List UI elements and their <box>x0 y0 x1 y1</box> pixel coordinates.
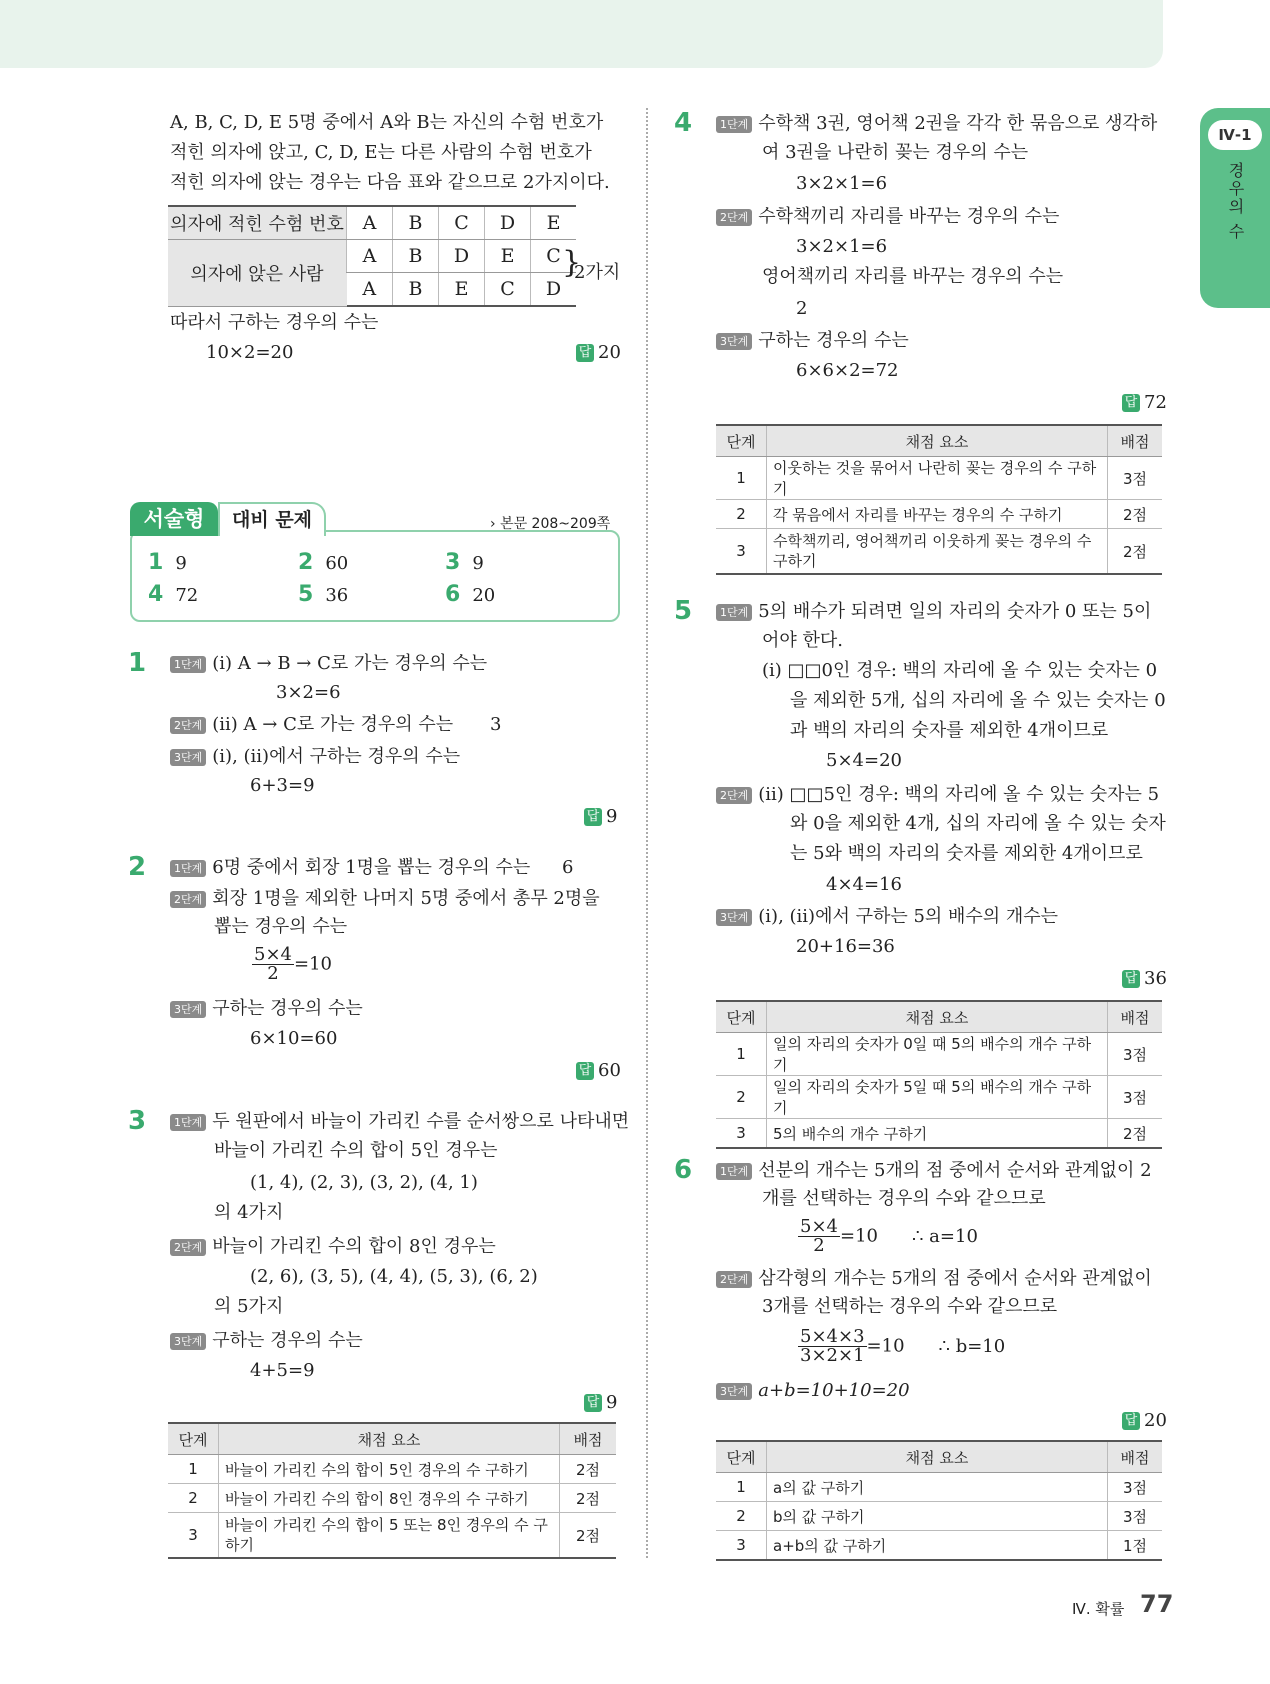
p1-line: 3단계 (ⅰ), (ⅱ)에서 구하는 경우의 수는 <box>170 746 460 768</box>
p5-line: (ⅰ) □□0인 경우: 백의 자리에 올 수 있는 숫자는 0 <box>762 660 1158 681</box>
p5-line: 20+16=36 <box>796 936 895 957</box>
p2-line: 뽑는 경우의 수는 <box>214 916 348 937</box>
p5-line: 1단계 5의 배수가 되려면 일의 자리의 숫자가 0 또는 5이 <box>716 601 1151 623</box>
p3-line: 3단계 구하는 경우의 수는 <box>170 1330 363 1352</box>
header-step: 단계 <box>168 1423 219 1455</box>
p5-score-table <box>716 1000 1162 1149</box>
brace-glyph: } <box>562 245 582 280</box>
p4-line: 3×2×1=6 <box>796 173 888 194</box>
header-score: 배점 <box>1108 425 1163 457</box>
p2-line: 3단계 구하는 경우의 수는 <box>170 998 363 1020</box>
table-row: 1 바늘이 가리킨 수의 합이 5인 경우의 수 구하기 2점 <box>168 1455 616 1484</box>
essay-item: 1 9 <box>148 550 187 575</box>
header-step: 단계 <box>716 425 767 457</box>
p1-answer: 답 9 <box>584 806 617 827</box>
seat-header-cell: B <box>393 206 439 240</box>
p5-line: 과 백의 자리의 숫자를 제외한 4개이므로 <box>790 720 1109 741</box>
p3-line: 2단계 바늘이 가리킨 수의 합이 8인 경우는 <box>170 1236 496 1258</box>
p6-fraction-2: $\frac{5\times 4\times 3}{3\times 2\times 1}$ =10 ∴ b=10 <box>800 1326 1006 1366</box>
p6-line: 2단계 삼각형의 개수는 5개의 점 중에서 순서와 관계없이 <box>716 1268 1152 1290</box>
seat-cell: D <box>531 273 577 307</box>
p3-answer: 답 9 <box>584 1392 617 1413</box>
intro-calc: 10×2=20 <box>206 342 294 363</box>
p2-line: 2단계 회장 1명을 제외한 나머지 5명 중에서 총무 2명을 <box>170 888 600 910</box>
seat-header-label: 의자에 적힌 수험 번호 <box>168 206 347 240</box>
problem-number: 4 <box>674 108 693 138</box>
p6-line: 3단계 a+b=10+10=20 <box>716 1380 910 1402</box>
intro-conclusion: 따라서 구하는 경우의 수는 <box>170 312 379 333</box>
header-score: 배점 <box>560 1423 617 1455</box>
problem-number: 2 <box>128 852 147 882</box>
answer-icon: 답 <box>584 1394 602 1412</box>
essay-title: 서술형 <box>130 502 218 536</box>
seat-header-cell: A <box>347 206 393 240</box>
p1-line: 2단계 (ⅱ) A → C로 가는 경우의 수는 <box>170 714 453 736</box>
seat-cell: D <box>439 240 485 273</box>
page-number: 77 <box>1140 1590 1174 1618</box>
table-row: 1 a의 값 구하기 3점 <box>716 1473 1162 1502</box>
table-row: 3 수학책끼리, 영어책끼리 이웃하게 꽂는 경우의 수 구하기 2점 <box>716 529 1162 575</box>
seat-cell: E <box>439 273 485 307</box>
p6-score-table <box>716 1440 1162 1561</box>
header-element: 채점 요소 <box>767 1001 1108 1033</box>
intro-line-2: 적힌 의자에 앉고, C, D, E는 다른 사람의 수험 번호가 <box>170 142 592 163</box>
intro-line-3: 적힌 의자에 앉는 경우는 다음 표와 같으므로 2가지이다. <box>170 172 610 193</box>
seat-cell: A <box>347 240 393 273</box>
p4-line: 2단계 수학책끼리 자리를 바꾸는 경우의 수는 <box>716 206 1059 228</box>
column-divider <box>646 108 648 1558</box>
p5-answer: 답 36 <box>1122 968 1167 989</box>
table-row: 3 a+b의 값 구하기 1점 <box>716 1531 1162 1561</box>
p3-line: 의 5가지 <box>214 1296 284 1317</box>
seat-cell: B <box>393 273 439 307</box>
essay-item: 2 60 <box>298 550 349 575</box>
p2-answer: 답 60 <box>576 1060 621 1081</box>
answer-icon: 답 <box>584 808 602 826</box>
intro-answer: 답 20 <box>576 342 621 363</box>
chapter-code: Ⅳ-1 <box>1208 120 1262 150</box>
essay-item: 3 9 <box>445 550 484 575</box>
p4-answer: 답 72 <box>1122 392 1167 413</box>
table-row: 2 각 묶음에서 자리를 바꾸는 경우의 수 구하기 2점 <box>716 500 1162 529</box>
top-band <box>0 0 1163 68</box>
p4-line: 3단계 구하는 경우의 수는 <box>716 330 909 352</box>
p6-fraction-1: $\frac{5\times 4}{2}$ =10 ∴ a=10 <box>800 1216 978 1256</box>
p1-line: 1단계 (ⅰ) A → B → C로 가는 경우의 수는 <box>170 653 487 675</box>
table-row: 3 5의 배수의 개수 구하기 2점 <box>716 1119 1162 1149</box>
seat-table <box>168 205 576 307</box>
problem-number: 5 <box>674 596 693 626</box>
p5-line: 는 5와 백의 자리의 숫자를 제외한 4개이므로 <box>790 843 1143 864</box>
p5-line: 을 제외한 5개, 십의 자리에 올 수 있는 숫자는 0 <box>790 690 1166 711</box>
seat-cell: A <box>347 273 393 307</box>
seat-cell: C <box>485 273 531 307</box>
p5-line: 3단계 (ⅰ), (ⅱ)에서 구하는 5의 배수의 개수는 <box>716 906 1058 928</box>
seat-cell: E <box>485 240 531 273</box>
p5-line: 와 0을 제외한 4개, 십의 자리에 올 수 있는 숫자 <box>790 813 1166 834</box>
header-element: 채점 요소 <box>767 425 1108 457</box>
header-element: 채점 요소 <box>767 1441 1108 1473</box>
p3-line: 의 4가지 <box>214 1202 284 1223</box>
p1-line: 3×2=6 <box>276 682 341 703</box>
chevron-right-icon: › <box>490 516 496 532</box>
seat-row-label: 의자에 앉은 사람 <box>168 240 347 307</box>
answer-icon: 답 <box>576 1062 594 1080</box>
p5-line: 2단계 (ⅱ) □□5인 경우: 백의 자리에 올 수 있는 숫자는 5 <box>716 784 1159 806</box>
essay-item: 5 36 <box>298 582 349 607</box>
header-step: 단계 <box>716 1441 767 1473</box>
p1-line: 6+3=9 <box>250 775 315 796</box>
p3-line: 4+5=9 <box>250 1360 315 1381</box>
table-row: 2 일의 자리의 숫자가 5일 때 5의 배수의 개수 구하기 3점 <box>716 1076 1162 1119</box>
essay-subtitle: 대비 문제 <box>218 502 326 536</box>
p2-line: 6 <box>562 857 574 878</box>
p4-line: 1단계 수학책 3권, 영어책 2권을 각각 한 묶음으로 생각하 <box>716 113 1157 135</box>
seat-header-cell: C <box>439 206 485 240</box>
seat-cell: C <box>531 240 577 273</box>
seat-header-cell: E <box>531 206 577 240</box>
table-row: 3 바늘이 가리킨 수의 합이 5 또는 8인 경우의 수 구 하기 2점 <box>168 1513 616 1559</box>
header-element: 채점 요소 <box>219 1423 560 1455</box>
p6-line: 1단계 선분의 개수는 5개의 점 중에서 순서와 관계없이 2 <box>716 1160 1152 1182</box>
table-row: 2 b의 값 구하기 3점 <box>716 1502 1162 1531</box>
p4-line: 영어책끼리 자리를 바꾸는 경우의 수는 <box>762 266 1064 287</box>
problem-number: 6 <box>674 1155 693 1185</box>
essay-item: 4 72 <box>148 582 199 607</box>
p4-line: 3×2×1=6 <box>796 236 888 257</box>
p4-line: 6×6×2=72 <box>796 360 899 381</box>
p3-line: 바늘이 가리킨 수의 합이 5인 경우는 <box>214 1140 498 1161</box>
seat-header-cell: D <box>485 206 531 240</box>
header-step: 단계 <box>716 1001 767 1033</box>
answer-icon: 답 <box>1122 1412 1140 1430</box>
seat-cell: B <box>393 240 439 273</box>
problem-number: 3 <box>128 1106 147 1136</box>
p6-line: 3개를 선택하는 경우의 수와 같으므로 <box>762 1296 1058 1317</box>
answer-icon: 답 <box>1122 394 1140 412</box>
header-score: 배점 <box>1108 1441 1163 1473</box>
intro-line-1: A, B, C, D, E 5명 중에서 A와 B는 자신의 수험 번호가 <box>170 112 604 133</box>
p6-answer: 답 20 <box>1122 1410 1167 1431</box>
problem-number: 1 <box>128 648 147 678</box>
p1-line: 3 <box>490 714 502 735</box>
p2-line: 6×10=60 <box>250 1028 338 1049</box>
p5-line: 어야 한다. <box>762 630 843 651</box>
chapter-title: 경우의 수 <box>1226 162 1245 242</box>
table-row: 1 일의 자리의 숫자가 0일 때 5의 배수의 개수 구하기 3점 <box>716 1033 1162 1076</box>
p5-line: 5×4=20 <box>826 750 902 771</box>
answer-icon: 답 <box>1122 970 1140 988</box>
essay-page-ref: › 본문 208~209쪽 <box>490 516 611 532</box>
chapter-side-tab <box>1200 108 1270 308</box>
p5-line: 4×4=16 <box>826 874 902 895</box>
answer-icon: 답 <box>576 344 594 362</box>
essay-answer-box <box>130 530 620 622</box>
p3-line: (1, 4), (2, 3), (3, 2), (4, 1) <box>250 1172 478 1193</box>
p3-score-table <box>168 1422 616 1559</box>
brace-label: 2가지 <box>574 262 621 283</box>
p4-score-table <box>716 424 1162 575</box>
essay-item: 6 20 <box>445 582 496 607</box>
footer-chapter: Ⅳ. 확률 <box>1072 1600 1125 1618</box>
p3-line: 1단계 두 원판에서 바늘이 가리킨 수를 순서쌍으로 나타내면 <box>170 1111 629 1133</box>
p2-fraction: $\frac{5\times 4}{2}$ =10 <box>254 944 332 984</box>
table-row: 1 이웃하는 것을 묶어서 나란히 꽂는 경우의 수 구하기 3점 <box>716 457 1162 500</box>
p4-line: 여 3권을 나란히 꽂는 경우의 수는 <box>762 142 1029 163</box>
p4-line: 2 <box>796 298 808 319</box>
p2-line: 1단계 6명 중에서 회장 1명을 뽑는 경우의 수는 <box>170 857 530 879</box>
p3-line: (2, 6), (3, 5), (4, 4), (5, 3), (6, 2) <box>250 1266 538 1287</box>
p6-line: 개를 선택하는 경우의 수와 같으므로 <box>762 1188 1046 1209</box>
header-score: 배점 <box>1108 1001 1163 1033</box>
table-row: 2 바늘이 가리킨 수의 합이 8인 경우의 수 구하기 2점 <box>168 1484 616 1513</box>
